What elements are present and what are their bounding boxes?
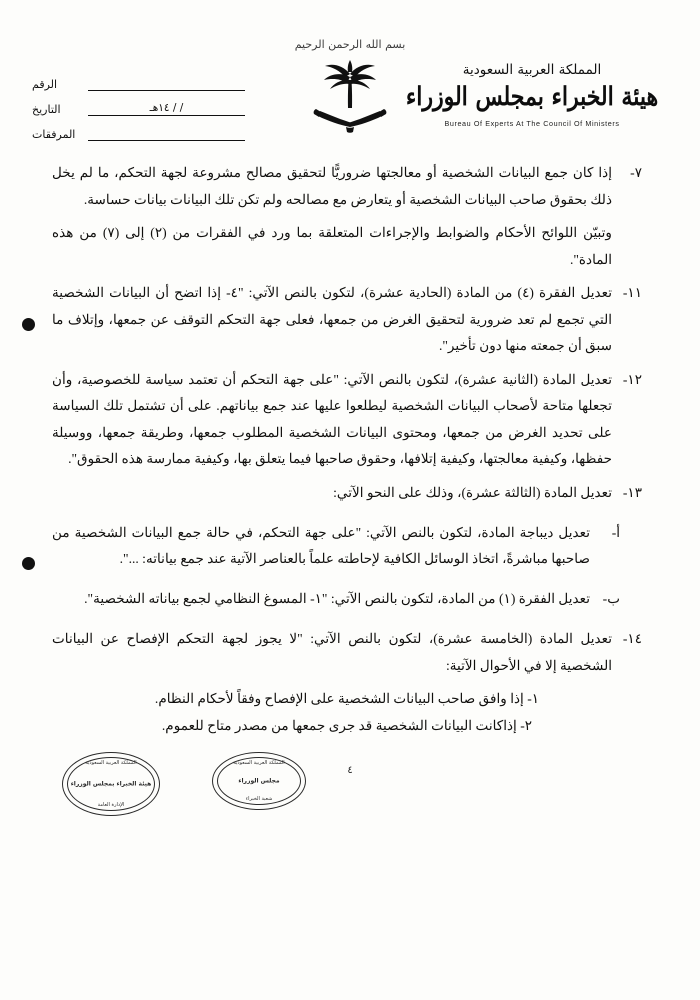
sub-clause-text: تعديل الفقرة (١) من المادة، لتكون بالنص الآتي: "١- المسوغ النظامي لجمع بياناته الشخصية". <box>84 591 590 607</box>
letterhead <box>0 38 700 148</box>
field-row-number <box>30 66 245 91</box>
field-label-date: التاريخ <box>32 103 61 116</box>
clause-text: إذا كان جمع البيانات الشخصية أو معالجتها ضروريًّا لتحقيق مصالح مشروعة لجهة التحكم، ما لم يخل ذلك بحقوق صاحب البيانات الشخصية أو يتعارض مع مصالحه ولم تكن تلك البيانات بيانات حساسة. <box>52 165 612 207</box>
seal-top-text: المملكة العربية السعودية <box>85 760 137 766</box>
sub-clause-item <box>52 713 642 740</box>
seal-bottom-text: الإدارة العامة <box>97 802 125 808</box>
clause-item <box>52 280 642 360</box>
margin-mark-1 <box>22 318 35 331</box>
seal-mid-text: مجلس الوزراء <box>238 777 280 785</box>
clause-number: ١١- <box>622 285 642 300</box>
clause-text: تعديل الفقرة (٤) من المادة (الحادية عشرة)، لتكون بالنص الآتي: "٤- إذا اتضح أن البيانات الشخصية التي تجمع لم تعد ضرورية لتحقيق الغرض من جمعها، فعلى جهة التحكم التوقف عن جمعها، وإتلاف ما سبق أن جمعته منها دون تأخير". <box>52 285 613 353</box>
clause-continuation: وتبيّن اللوائح الأحكام والضوابط والإجراءات المتعلقة بما ورد في الفقرات من (٢) إلى (٧) من هذه المادة". <box>52 225 612 267</box>
clause-text: تعديل المادة (الثانية عشرة)، لتكون بالنص الآتي: "على جهة التحكم أن تعتمد سياسة للخصوصية، وأن تجعلها متاحة لأصحاب البيانات الشخصية ليطلعوا عليها عند جمع بياناتهم. على أن تشتمل تلك السياسة على تحديد الغرض من جمعها، ومحتوى البيانات الشخصية المطلوب جمعها، وطريقة جمعها، ووسيلة حفظها، وكيفية معالجتها، وكيفية إتلافها، وحقوق صاحبها فيما يتعلق بها، وكيفية ممارسة هذه الحقوق". <box>52 371 612 466</box>
council-of-ministers-seal <box>212 752 306 810</box>
field-value-attachments[interactable] <box>88 123 245 141</box>
seal-mid-text: هيئة الخبراء بمجلس الوزراء <box>70 780 152 788</box>
clause-text: تعديل المادة (الثالثة عشرة)، وذلك على النحو الآتي: <box>333 484 612 500</box>
reference-fields <box>30 66 245 141</box>
seal-bottom-text: شعبة الخبراء <box>245 796 273 802</box>
sub-clause-number: ١- <box>527 691 540 707</box>
field-value-number[interactable] <box>88 73 245 91</box>
clause-number: ٧- <box>630 165 642 180</box>
clause-item <box>52 626 642 679</box>
sub-clause-number: أ- <box>611 524 620 540</box>
basmala-text: بسم الله الرحمن الرحيم <box>294 38 406 51</box>
field-label-number: الرقم <box>32 78 58 91</box>
margin-mark-2 <box>22 557 35 570</box>
clause-item <box>52 160 642 213</box>
clause-number: ١٢- <box>622 371 642 387</box>
kingdom-title: المملكة العربية السعودية <box>462 62 602 78</box>
clause-number: ١٣- <box>622 484 642 500</box>
clause-text: تعديل المادة (الخامسة عشرة)، لتكون بالنص الآتي: "لا يجوز لجهة التحكم الإفصاح عن البيانات الشخصية إلا في الأحوال الآتية: <box>52 631 612 673</box>
field-value-date[interactable]: / / ١٤هـ <box>88 98 245 116</box>
field-row-date <box>30 91 245 116</box>
sub-clause-number: ب- <box>602 591 620 607</box>
clause-item <box>52 367 642 473</box>
sub-clause-number: ٢- <box>520 717 533 733</box>
document-body <box>52 160 642 739</box>
sub-clause-text: إذاكانت البيانات الشخصية قد جرى جمعها من مصدر متاح للعموم. <box>161 717 517 733</box>
clause-number: ١٤- <box>622 631 642 647</box>
field-row-attachments <box>30 116 245 141</box>
sub-clause-item <box>52 586 642 613</box>
bureau-identity <box>402 62 662 128</box>
bureau-of-experts-seal <box>62 752 160 816</box>
palm-and-swords-emblem <box>310 60 390 146</box>
sub-clause-text: إذا وافق صاحب البيانات الشخصية على الإفصاح وفقاً لأحكام النظام. <box>154 691 524 707</box>
clause-item <box>52 480 642 507</box>
page-number: ٤ <box>347 765 353 776</box>
bureau-name-arabic: هيئة الخبراء بمجلس الوزراء <box>405 82 659 112</box>
sub-clause-item <box>52 520 642 573</box>
sub-clause-item <box>52 686 642 713</box>
seal-top-text: المملكة العربية السعودية <box>233 760 285 766</box>
field-label-attachments: المرفقات <box>32 128 76 141</box>
sub-clause-text: تعديل ديباجة المادة، لتكون بالنص الآتي: "على جهة التحكم، في حالة جمع البيانات الشخصية من صاحبها مباشرةً، اتخاذ الوسائل الكافية لإحاطته علماً بالعناصر الآتية عند جمع بياناته: ...". <box>52 524 590 567</box>
bureau-name-english: Bureau Of Experts At The Council Of Ministers <box>444 119 620 128</box>
